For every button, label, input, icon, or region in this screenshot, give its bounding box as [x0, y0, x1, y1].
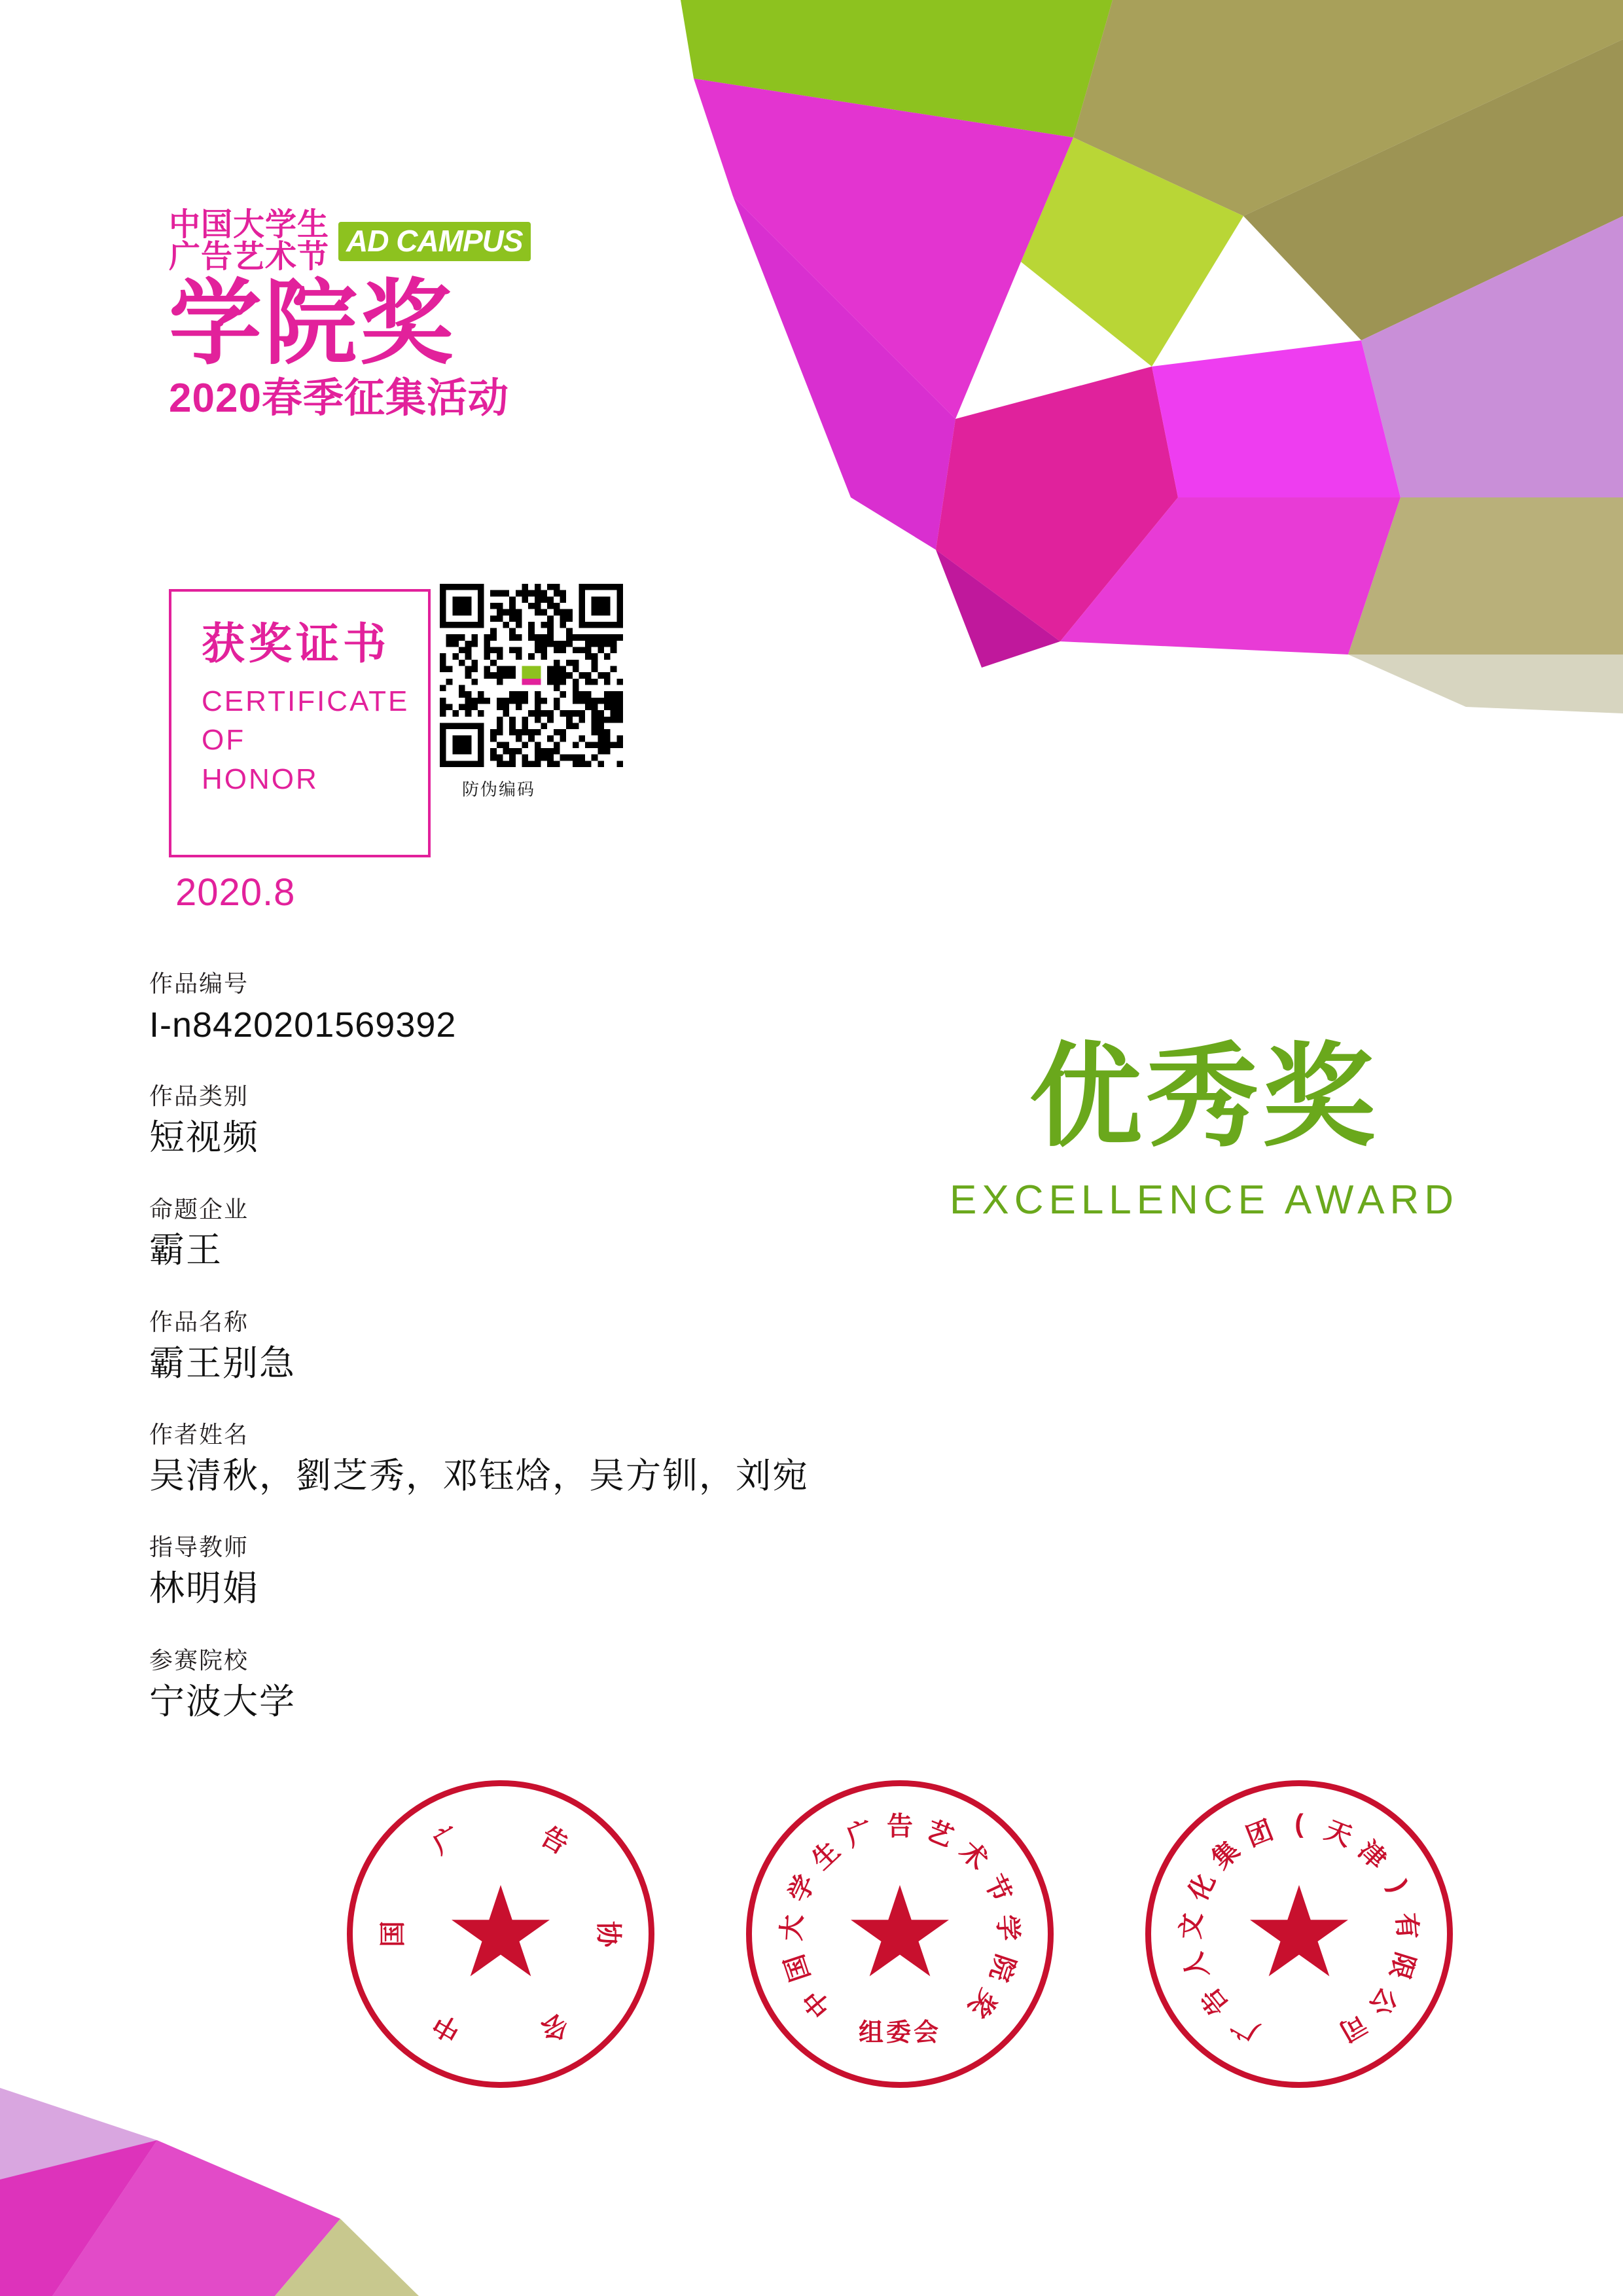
- seal-organizing-committee: [746, 1780, 1054, 2088]
- seal-ring-char: 大: [777, 1914, 808, 1942]
- seal-ring-char: 学: [783, 1871, 821, 1907]
- entry-field-label: 作者姓名: [149, 1421, 249, 1448]
- seal-ring-char: 告: [535, 1821, 573, 1860]
- certificate-title-cn: 获奖证书: [202, 619, 390, 668]
- entry-field-value: I-n8420201569392: [149, 1005, 457, 1045]
- seal-ring-char: 节: [978, 1871, 1016, 1907]
- certificate-title-en: [202, 682, 428, 798]
- qr-code-label: 防伪编码: [462, 780, 536, 799]
- certificate-title-box: [169, 589, 431, 857]
- seal-ring-char: 团: [1242, 1816, 1277, 1852]
- entry-field: [149, 1081, 1000, 1160]
- certificate-date: 2020.8: [175, 871, 296, 914]
- entry-field-label: 参赛院校: [149, 1646, 249, 1674]
- entry-field: [149, 1307, 1000, 1386]
- entry-field-value: 吴清秋，劉芝秀，邓钰焓，吴方钏，刘宛: [149, 1456, 809, 1496]
- entry-field-value: 霸王别急: [149, 1343, 296, 1383]
- seal-ring-char: 国: [779, 1950, 816, 1985]
- seal-ring-char: ): [1383, 1876, 1414, 1897]
- seal-ring-char: 会: [535, 2008, 573, 2047]
- seal-ring-char: 广: [1226, 2008, 1264, 2047]
- official-seals: [347, 1767, 1459, 2108]
- ad-campus-badge: AD CAMPUS: [338, 222, 531, 261]
- seal-ring-char: 公: [1363, 1982, 1403, 2020]
- seal-ring-char: 有: [1391, 1912, 1422, 1941]
- seal-ring-char: 津: [1353, 1835, 1392, 1875]
- award-name-en: EXCELLENCE AWARD: [949, 1177, 1459, 1223]
- seal-ring-char: 人: [1178, 1948, 1214, 1983]
- seal-ring-char: 艺: [922, 1816, 957, 1852]
- logo-cn-lines: [169, 209, 329, 274]
- seal-ring-char: 生: [806, 1836, 846, 1876]
- seal-ring-char: 国: [378, 1921, 408, 1947]
- seal-ring-char: 广: [842, 1816, 878, 1852]
- entry-field-label: 作品编号: [149, 970, 249, 997]
- festival-logo: [169, 209, 640, 419]
- seal-ring-char: 告: [887, 1812, 913, 1841]
- entry-field-label: 命题企业: [149, 1195, 249, 1223]
- logo-line2: 广告艺术节: [169, 239, 330, 274]
- logo-line1: 中国大学生: [169, 207, 330, 242]
- seal-ring-char: 限: [1384, 1948, 1420, 1983]
- qr-code-image: [440, 584, 623, 767]
- seal-bottom-text: 组委会: [858, 2019, 941, 2047]
- certificate-title-en-line2: OF: [202, 724, 246, 757]
- seal-ring-char: 奖: [963, 1984, 1002, 2023]
- seal-ring-char: 术: [954, 1836, 993, 1876]
- seal-ring-char: (: [1294, 1809, 1304, 1839]
- entry-field-label: 作品名称: [149, 1308, 249, 1335]
- seal-ring-char: 化: [1183, 1869, 1221, 1906]
- seal-ring-char: 广: [428, 1821, 466, 1860]
- certificate-title-en-line3: HONOR: [202, 762, 319, 795]
- entry-field: [149, 969, 1000, 1047]
- qr-code-block: [440, 584, 636, 800]
- award-badge: [916, 1034, 1492, 1223]
- entry-field-value: 霸王: [149, 1230, 223, 1270]
- entry-field: [149, 1420, 1000, 1498]
- entry-field-label: 指导教师: [149, 1534, 249, 1561]
- seal-ring-char: 司: [1334, 2008, 1372, 2047]
- logo-main-title: 学院奖: [169, 271, 455, 376]
- seal-ring-char: 协: [594, 1921, 623, 1947]
- seal-ring-char: 中: [798, 1984, 837, 2023]
- seal-ring-char: 天: [1321, 1816, 1356, 1852]
- award-name-cn: 优秀奖: [1029, 1034, 1379, 1160]
- entry-field-value: 林明娟: [149, 1569, 259, 1609]
- entry-field-value: 短视频: [149, 1118, 259, 1158]
- seal-ring-char: 告: [1195, 1982, 1235, 2020]
- entry-field: [149, 1194, 1000, 1273]
- entry-field-value: 宁波大学: [149, 1681, 296, 1721]
- seal-ring-char: 集: [1206, 1835, 1245, 1875]
- seal-ring-char: 学: [992, 1914, 1023, 1942]
- seal-ring-char: 中: [428, 2008, 466, 2047]
- seal-adman-culture-group: [1145, 1780, 1453, 2088]
- seal-ring-char: 文: [1176, 1912, 1207, 1941]
- logo-subtitle: 2020春季征集活动: [169, 375, 509, 421]
- entry-field: [149, 1645, 1000, 1724]
- seal-china-advertising-association: [347, 1780, 654, 2088]
- certificate-title-en-line1: CERTIFICATE: [202, 685, 410, 717]
- entry-field-label: 作品类别: [149, 1083, 249, 1110]
- entry-details: [149, 969, 1000, 1758]
- seal-ring-char: 院: [984, 1950, 1020, 1985]
- entry-field: [149, 1532, 1000, 1611]
